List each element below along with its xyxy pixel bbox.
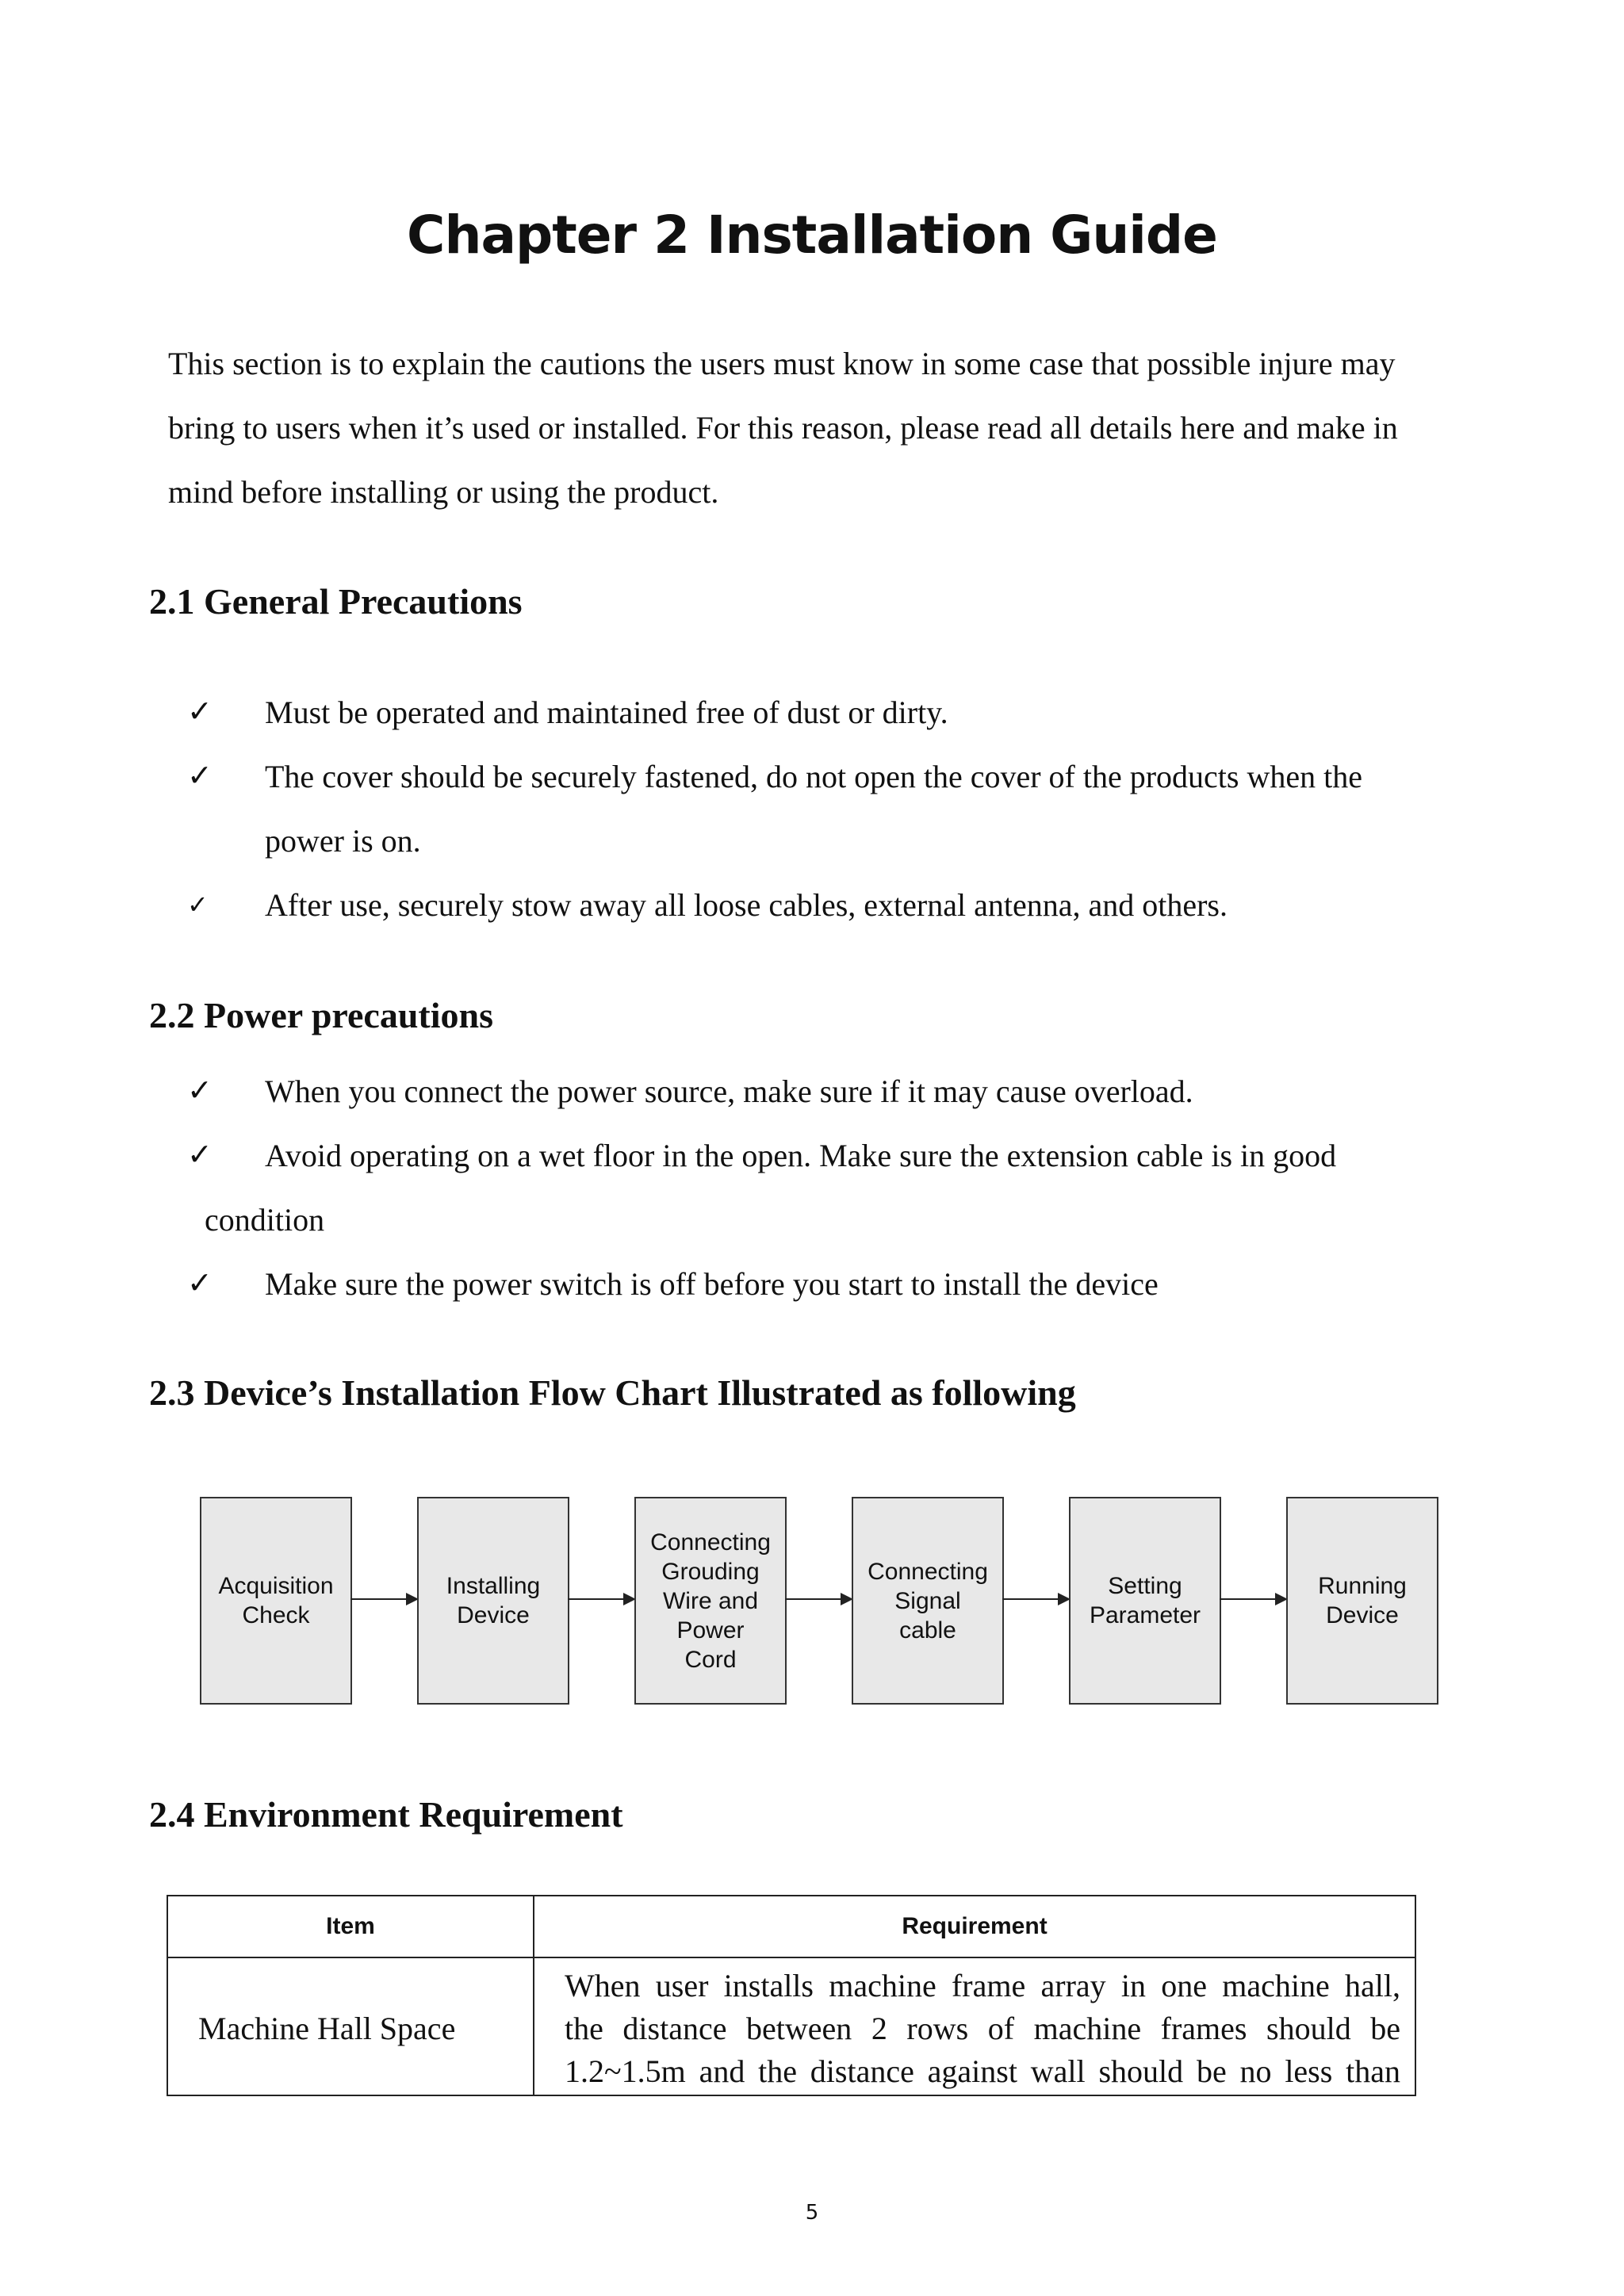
heading-environment-requirement: 2.4 Environment Requirement [149, 1794, 623, 1835]
flow-arrow [350, 1598, 417, 1600]
environment-table [167, 1895, 1416, 2096]
page-number: 5 [805, 2201, 819, 2225]
check-mark-icon: ✓ [187, 695, 213, 729]
check-mark-icon: ✓ [187, 890, 209, 919]
heading-flow-chart: 2.3 Device’s Installation Flow Chart Illustrated as following [149, 1372, 1076, 1413]
flow-step-label: Installing Device [446, 1573, 541, 1628]
list-item-text: Make sure the power switch is off before you start to install the device [265, 1266, 1159, 1302]
flow-step-label: Connecting Signal cable [868, 1558, 988, 1644]
requirement-line: 1.2~1.5m and the distance against wall should be no less than [565, 2053, 1400, 2089]
intro-paragraph: This section is to explain the cautions the users must know in some case that possible injure may bring to users when it’s used or installed. For this reason, please read all details here and make in mind before installing or using the product. [168, 346, 1398, 510]
list-item-text: Avoid operating on a wet floor in the open. Make sure the extension cable is in good [265, 1138, 1337, 1173]
list-item-text-continued: condition [205, 1202, 325, 1238]
flow-step-label: Running Device [1318, 1573, 1407, 1628]
list-item [0, 680, 1624, 744]
list-item [0, 1123, 1624, 1252]
list-item [0, 873, 1624, 937]
page-title: Chapter 2 Installation Guide [407, 205, 1217, 266]
check-mark-icon: ✓ [187, 1267, 213, 1300]
flow-step-acquisition-check [200, 1497, 352, 1705]
requirement-line: When user installs machine frame array in one machine hall, [565, 1968, 1400, 2003]
list-item [0, 1252, 1624, 1316]
flow-arrow [1002, 1598, 1069, 1600]
table-header-item: Item [326, 1913, 375, 1939]
flow-step-label: Connecting Grouding Wire and Power Cord [650, 1529, 771, 1673]
list-item-text-continued: power is on. [265, 823, 421, 859]
table-header-requirement: Requirement [902, 1913, 1048, 1939]
list-item-text: Must be operated and maintained free of dust or dirty. [265, 695, 948, 730]
flow-arrow [785, 1598, 852, 1600]
heading-general-precautions: 2.1 General Precautions [149, 581, 523, 622]
table-cell-requirement [565, 1965, 1400, 2093]
flow-step-installing-device [417, 1497, 569, 1705]
heading-power-precautions: 2.2 Power precautions [149, 995, 493, 1035]
list-item-text: After use, securely stow away all loose cables, external antenna, and others. [265, 887, 1228, 923]
check-mark-icon: ✓ [187, 760, 213, 793]
list-item [0, 744, 1624, 873]
flow-step-running-device [1286, 1497, 1438, 1705]
check-mark-icon: ✓ [187, 1074, 213, 1108]
flow-step-connecting-signal-cable [852, 1497, 1004, 1705]
check-mark-icon: ✓ [187, 1138, 213, 1172]
list-item [0, 1059, 1624, 1123]
requirement-line: the distance between 2 rows of machine frames should be [565, 2011, 1400, 2046]
flow-step-label: Setting Parameter [1089, 1573, 1201, 1628]
flow-step-connecting-grounding [634, 1497, 787, 1705]
flow-arrow [1220, 1598, 1286, 1600]
list-item-text: The cover should be securely fastened, do not open the cover of the products when the [265, 759, 1362, 794]
list-item-text: When you connect the power source, make sure if it may cause overload. [265, 1073, 1193, 1109]
flow-step-label: Acquisition Check [218, 1573, 334, 1628]
table-cell-item: Machine Hall Space [198, 2010, 456, 2046]
flow-step-setting-parameter [1069, 1497, 1221, 1705]
installation-flow-chart [200, 1497, 1437, 1705]
flow-arrow [568, 1598, 634, 1600]
